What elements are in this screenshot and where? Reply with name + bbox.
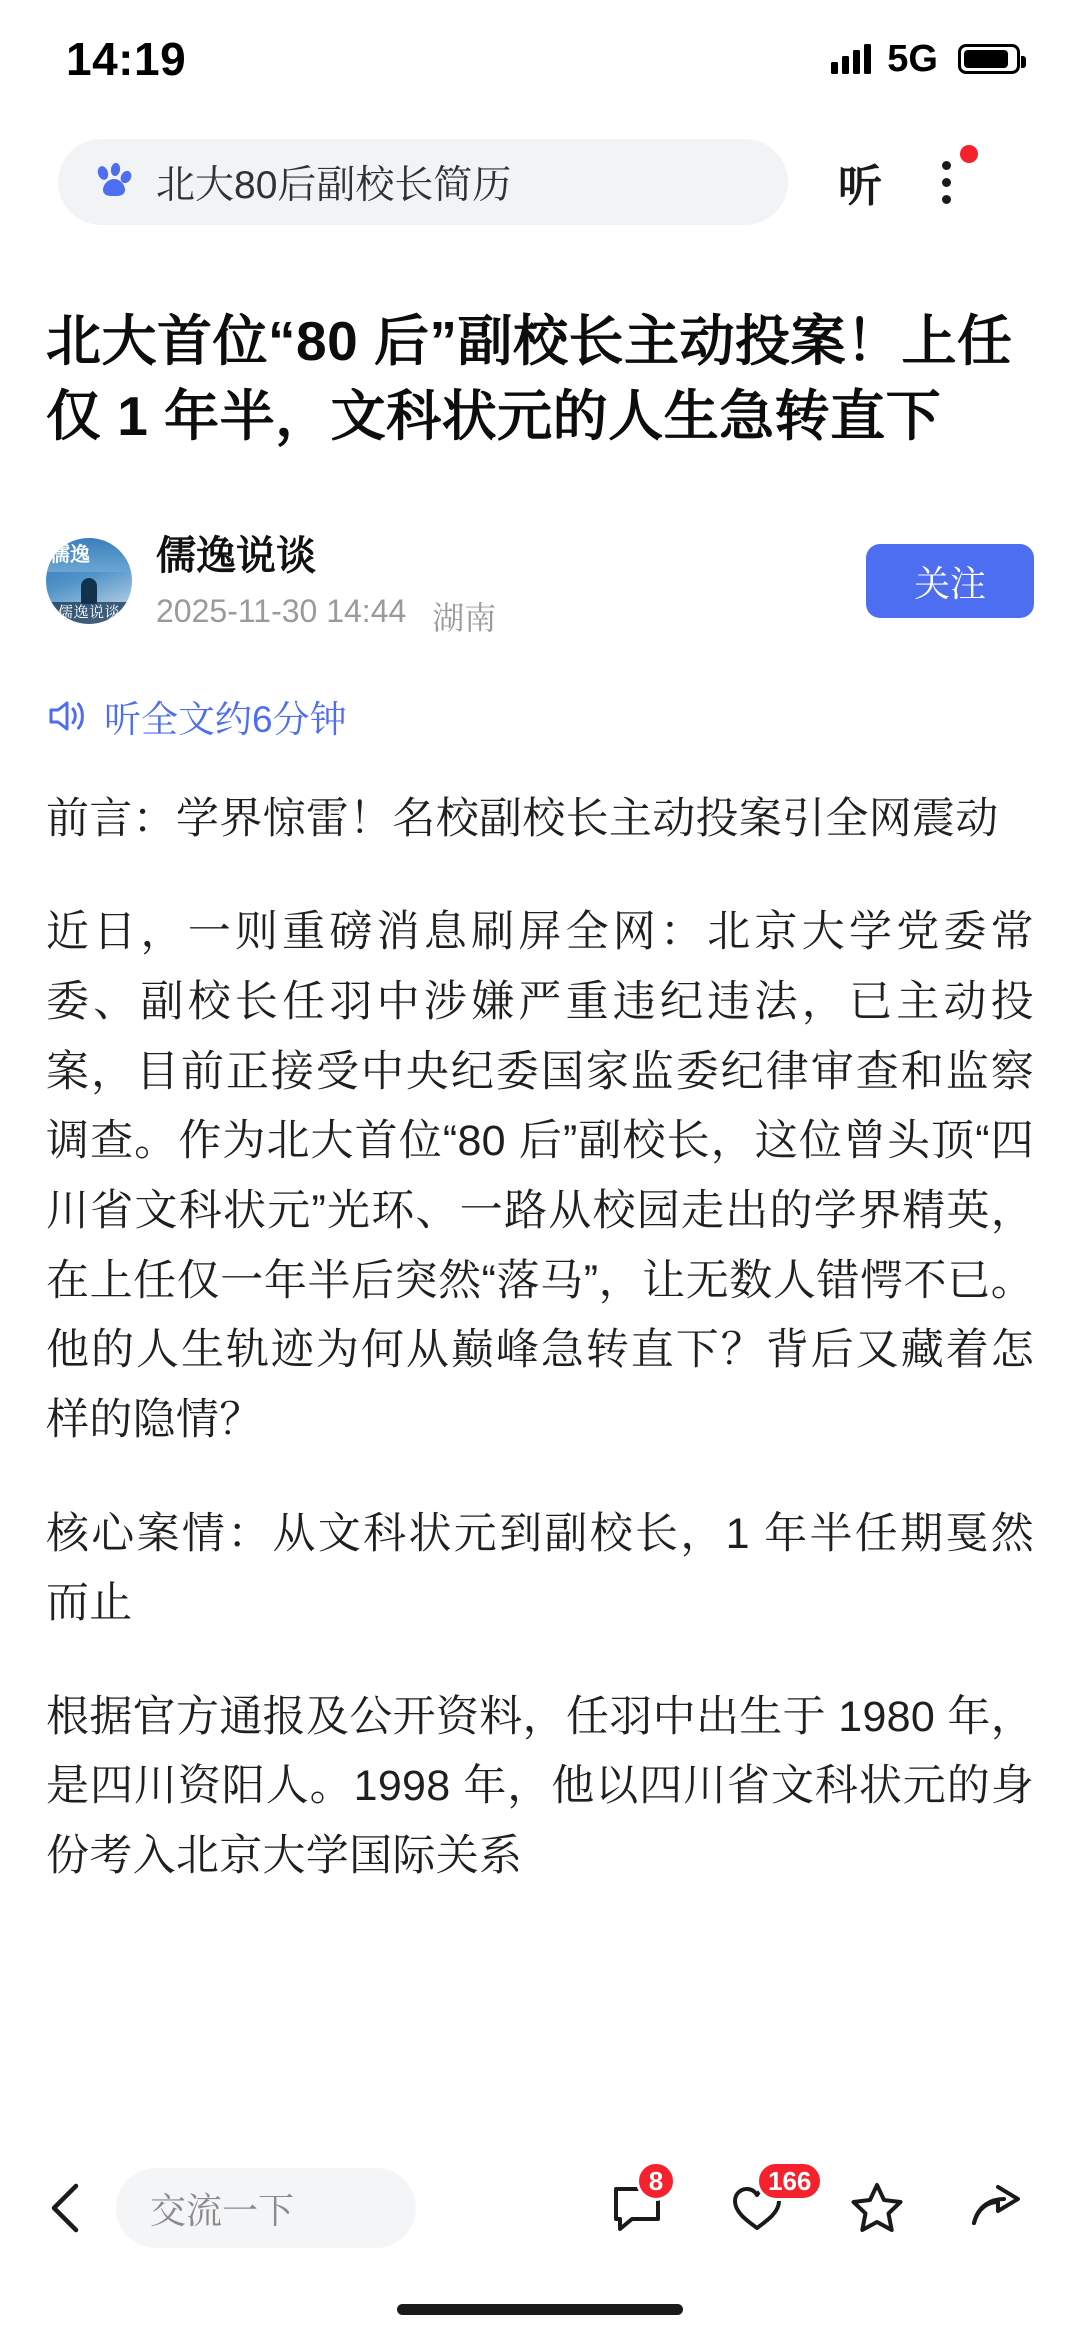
comment-input-placeholder: 交流一下 bbox=[150, 2189, 295, 2231]
avatar-caption: 儒逸说谈 bbox=[46, 602, 132, 624]
author-submeta bbox=[156, 593, 842, 639]
baidu-paw-icon bbox=[92, 160, 136, 204]
avatar-figure-icon bbox=[81, 578, 97, 604]
back-arrow-icon[interactable] bbox=[40, 2180, 96, 2236]
status-indicators bbox=[831, 38, 1020, 81]
notification-dot bbox=[960, 145, 978, 163]
paragraph: 近日，一则重磅消息刷屏全网：北京大学党委常委、副校长任羽中涉嫌严重违纪违法，已主动投案，目前正接受中央纪委国家监委纪律审查和监察调查。作为北大首位“80 后”副校长，这位曾头顶“四川省文科状元”光环、一路从校园走出的学界精英，在上任仅一年半后突然“落马”，让无数人错愕不已。他的人生轨迹为何从巅峰急转直下？背后又藏着怎样的隐情？ bbox=[46, 908, 1034, 1444]
network-label: 5G bbox=[887, 37, 938, 80]
author-name[interactable]: 儒逸说谈 bbox=[156, 533, 316, 578]
star-icon bbox=[848, 2179, 906, 2237]
paragraph: 核心案情：从文科状元到副校长，1 年半任期戛然而止 bbox=[46, 1509, 1034, 1628]
speaker-icon bbox=[46, 695, 88, 737]
avatar-logo-text: 儒逸 bbox=[50, 544, 90, 567]
listen-full-article-button[interactable] bbox=[46, 689, 1034, 743]
like-button[interactable] bbox=[726, 2165, 812, 2239]
favorite-button[interactable] bbox=[846, 2177, 908, 2239]
home-indicator bbox=[397, 2304, 683, 2315]
content-fade-overlay bbox=[0, 2071, 1080, 2141]
paragraph: 前言：学界惊雷！名校副校长主动投案引全网震动 bbox=[46, 794, 999, 843]
more-vertical-icon[interactable] bbox=[918, 147, 974, 217]
author-row bbox=[46, 524, 1034, 639]
publish-location: 湖南 bbox=[432, 599, 497, 636]
action-icons bbox=[436, 2165, 1040, 2239]
signal-bars-icon bbox=[831, 44, 871, 74]
listen-button[interactable]: 听 bbox=[838, 162, 882, 211]
share-button[interactable] bbox=[966, 2177, 1028, 2239]
search-query-text: 北大80后副校长简历 bbox=[156, 164, 512, 207]
paragraph: 根据官方通报及公开资料，任羽中出生于 1980 年，是四川资阳人。1998 年，他以四川省文科状元的身份考入北京大学国际关系 bbox=[46, 1692, 1034, 1881]
share-icon bbox=[968, 2179, 1026, 2237]
comment-button[interactable] bbox=[606, 2165, 668, 2239]
search-input[interactable] bbox=[58, 139, 788, 225]
page-title: 北大首位“80 后”副校长主动投案！上任仅 1 年半，文科状元的人生急转直下 bbox=[46, 310, 1013, 447]
article-body bbox=[0, 304, 1080, 1892]
author-meta bbox=[156, 524, 842, 639]
bottom-action-bar bbox=[0, 2141, 1080, 2275]
comment-input[interactable] bbox=[116, 2168, 416, 2248]
follow-button[interactable]: 关注 bbox=[866, 544, 1034, 618]
top-bar bbox=[0, 118, 1080, 246]
listen-full-article-label: 听全文约6分钟 bbox=[104, 698, 347, 740]
comment-count-badge: 8 bbox=[636, 2161, 676, 2201]
avatar[interactable] bbox=[46, 538, 132, 624]
like-count-badge: 166 bbox=[756, 2161, 823, 2201]
battery-icon bbox=[958, 44, 1020, 74]
status-time: 14:19 bbox=[66, 33, 187, 85]
status-bar bbox=[0, 0, 1080, 118]
publish-date: 2025-11-30 14:44 bbox=[156, 592, 407, 629]
